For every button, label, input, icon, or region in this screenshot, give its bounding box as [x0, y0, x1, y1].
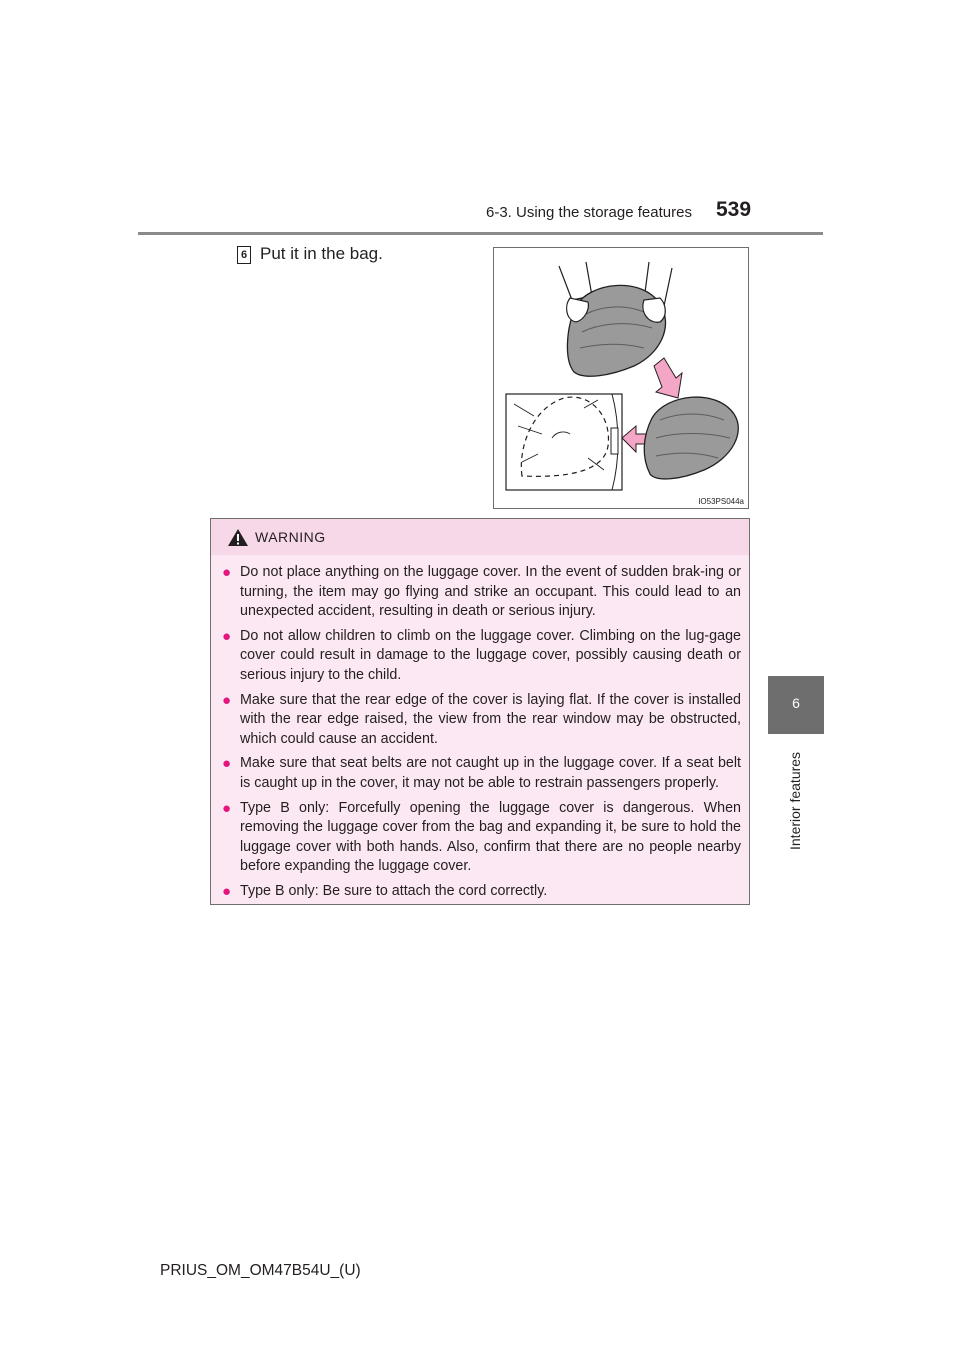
- warning-title: WARNING: [255, 529, 326, 545]
- warning-list: [222, 563, 741, 907]
- figure-code: IO53PS044a: [698, 497, 744, 506]
- page-number: 539: [716, 198, 752, 221]
- bullet-icon: ●: [222, 627, 232, 645]
- bullet-icon: ●: [222, 755, 232, 773]
- warning-item: ● Do not allow children to climb on the luggage cover. Climbing on the lug-gage cover could result in damage to the luggage cover, possibly causing death or serious injury to the child.: [222, 627, 741, 683]
- step-number: 6: [237, 246, 251, 264]
- step-text: Put it in the bag.: [260, 244, 383, 263]
- bullet-icon: ●: [222, 799, 232, 817]
- warning-item: ● Type B only: Be sure to attach the cord correctly.: [222, 882, 548, 900]
- bag: [506, 394, 622, 490]
- warning-item: ● Make sure that seat belts are not caught up in the luggage cover. If a seat belt is caught up in the cover, it may not be able to restrain passengers properly.: [222, 755, 741, 791]
- warning-body: [211, 555, 749, 904]
- chapter-tab[interactable]: [768, 676, 824, 734]
- footer-doc-id: PRIUS_OM_OM47B54U_(U): [160, 1262, 361, 1279]
- illustration: [493, 247, 749, 509]
- header-rule: [138, 232, 823, 235]
- bullet-icon: ●: [222, 564, 232, 581]
- bullet-icon: ●: [222, 691, 232, 709]
- warning-triangle-icon: [227, 528, 249, 547]
- warning-item: ● Type B only: Forcefully opening the luggage cover is dangerous. When removing the luggage cover from the bag and expanding it, be sure to hold the luggage cover with both hands. Also, confirm that there are no people nearby before expanding the luggage cover.: [222, 799, 741, 875]
- chapter-label: Interior features: [787, 751, 803, 850]
- bag-illustration: [494, 248, 748, 508]
- warning-header: [211, 519, 749, 555]
- warning-item: ● Do not place anything on the luggage cover. In the event of sudden brak-ing or turning, the item may go flying and strike an occupant. This could lead to an unexpected accident, resulting in death or serious injury.: [222, 564, 741, 620]
- folded-cover: [644, 397, 738, 479]
- chapter-number: 6: [792, 695, 800, 711]
- warning-box: [210, 518, 750, 905]
- down-arrow: [654, 358, 682, 398]
- warning-item: ● Make sure that the rear edge of the cover is laying flat. If the cover is installed with the rear edge raised, the view from the rear window may be obstructed, which could cause an accident.: [222, 691, 741, 747]
- header-section: 6-3. Using the storage features: [486, 204, 692, 221]
- bullet-icon: ●: [222, 882, 232, 900]
